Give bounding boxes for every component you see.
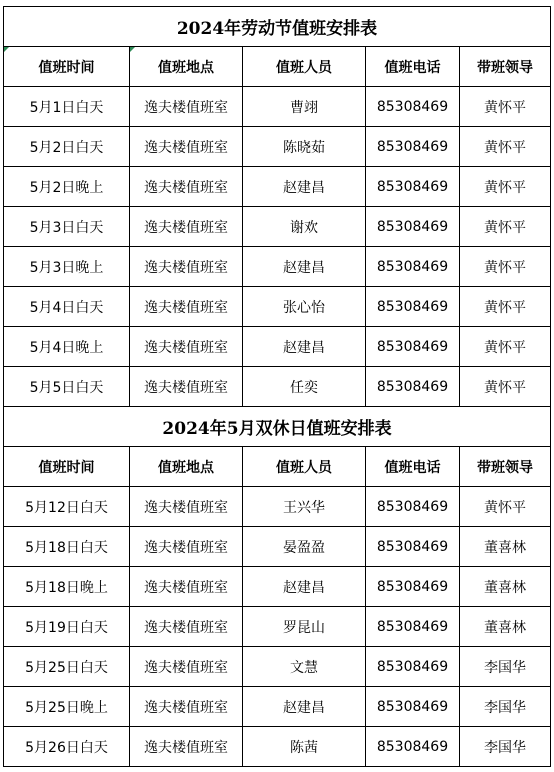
cell-phone[interactable]: 85308469 [366, 727, 460, 767]
cell-leader[interactable]: 黄怀平 [460, 127, 551, 167]
cell-staff[interactable]: 赵建昌 [243, 247, 366, 287]
table-row [4, 87, 551, 127]
cell-staff[interactable]: 晏盈盈 [243, 527, 366, 567]
cell-phone[interactable]: 85308469 [366, 167, 460, 207]
cell-staff[interactable]: 陈茜 [243, 727, 366, 767]
cell-location[interactable]: 逸夫楼值班室 [130, 727, 243, 767]
cell-location[interactable]: 逸夫楼值班室 [130, 567, 243, 607]
cell-leader[interactable]: 黄怀平 [460, 367, 551, 407]
cell-location[interactable]: 逸夫楼值班室 [130, 367, 243, 407]
header-row [4, 447, 551, 487]
cell-phone[interactable]: 85308469 [366, 287, 460, 327]
cell-time[interactable]: 5月3日白天 [4, 207, 130, 247]
table-row [4, 127, 551, 167]
header-cell-leader[interactable]: 带班领导 [460, 447, 551, 487]
cell-leader[interactable]: 黄怀平 [460, 287, 551, 327]
cell-location[interactable]: 逸夫楼值班室 [130, 607, 243, 647]
cell-staff[interactable]: 任奕 [243, 367, 366, 407]
cell-leader[interactable]: 董喜林 [460, 607, 551, 647]
cell-staff[interactable]: 赵建昌 [243, 687, 366, 727]
cell-time[interactable]: 5月26日白天 [4, 727, 130, 767]
table-title-row [4, 7, 551, 47]
sheet-body [4, 7, 551, 767]
cell-time[interactable]: 5月18日白天 [4, 527, 130, 567]
cell-phone[interactable]: 85308469 [366, 207, 460, 247]
table-row [4, 247, 551, 287]
header-cell-staff[interactable]: 值班人员 [243, 47, 366, 87]
cell-time[interactable]: 5月2日白天 [4, 127, 130, 167]
cell-location[interactable]: 逸夫楼值班室 [130, 527, 243, 567]
cell-time[interactable]: 5月18日晚上 [4, 567, 130, 607]
cell-leader[interactable]: 李国华 [460, 647, 551, 687]
cell-time[interactable]: 5月25日晚上 [4, 687, 130, 727]
header-cell-location[interactable]: 值班地点 [130, 47, 243, 87]
table-row [4, 727, 551, 767]
cell-location[interactable]: 逸夫楼值班室 [130, 687, 243, 727]
cell-leader[interactable]: 黄怀平 [460, 167, 551, 207]
cell-staff[interactable]: 谢欢 [243, 207, 366, 247]
cell-leader[interactable]: 李国华 [460, 687, 551, 727]
cell-phone[interactable]: 85308469 [366, 367, 460, 407]
cell-location[interactable]: 逸夫楼值班室 [130, 87, 243, 127]
cell-staff[interactable]: 文慧 [243, 647, 366, 687]
cell-leader[interactable]: 黄怀平 [460, 207, 551, 247]
duty-schedule-sheet [3, 6, 551, 767]
cell-phone[interactable]: 85308469 [366, 327, 460, 367]
header-cell-location[interactable]: 值班地点 [130, 447, 243, 487]
table-row [4, 607, 551, 647]
table-title-row [4, 407, 551, 447]
cell-time[interactable]: 5月1日白天 [4, 87, 130, 127]
cell-location[interactable]: 逸夫楼值班室 [130, 127, 243, 167]
cell-staff[interactable]: 曹翊 [243, 87, 366, 127]
cell-location[interactable]: 逸夫楼值班室 [130, 167, 243, 207]
table-row [4, 207, 551, 247]
cell-location[interactable]: 逸夫楼值班室 [130, 327, 243, 367]
cell-staff[interactable]: 张心怡 [243, 287, 366, 327]
cell-time[interactable]: 5月5日白天 [4, 367, 130, 407]
cell-time[interactable]: 5月4日晚上 [4, 327, 130, 367]
table-row [4, 647, 551, 687]
cell-location[interactable]: 逸夫楼值班室 [130, 287, 243, 327]
cell-staff[interactable]: 赵建昌 [243, 327, 366, 367]
table-row [4, 327, 551, 367]
table-row [4, 487, 551, 527]
cell-time[interactable]: 5月2日晚上 [4, 167, 130, 207]
cell-location[interactable]: 逸夫楼值班室 [130, 247, 243, 287]
cell-staff[interactable]: 赵建昌 [243, 167, 366, 207]
cell-phone[interactable]: 85308469 [366, 87, 460, 127]
cell-staff[interactable]: 罗昆山 [243, 607, 366, 647]
cell-location[interactable]: 逸夫楼值班室 [130, 207, 243, 247]
cell-leader[interactable]: 黄怀平 [460, 87, 551, 127]
cell-phone[interactable]: 85308469 [366, 527, 460, 567]
table-row [4, 567, 551, 607]
table-row [4, 167, 551, 207]
cell-phone[interactable]: 85308469 [366, 607, 460, 647]
table-title[interactable]: 2024年劳动节值班安排表 [4, 7, 551, 47]
cell-leader[interactable]: 董喜林 [460, 527, 551, 567]
cell-phone[interactable]: 85308469 [366, 647, 460, 687]
table-row [4, 687, 551, 727]
cell-phone[interactable]: 85308469 [366, 687, 460, 727]
cell-leader[interactable]: 董喜林 [460, 567, 551, 607]
cell-location[interactable]: 逸夫楼值班室 [130, 647, 243, 687]
cell-time[interactable]: 5月12日白天 [4, 487, 130, 527]
cell-phone[interactable]: 85308469 [366, 487, 460, 527]
cell-time[interactable]: 5月25日白天 [4, 647, 130, 687]
header-cell-time[interactable]: 值班时间 [4, 447, 130, 487]
header-cell-leader[interactable]: 带班领导 [460, 47, 551, 87]
cell-staff[interactable]: 王兴华 [243, 487, 366, 527]
cell-leader[interactable]: 黄怀平 [460, 327, 551, 367]
header-cell-phone[interactable]: 值班电话 [366, 447, 460, 487]
cell-time[interactable]: 5月3日晚上 [4, 247, 130, 287]
cell-staff[interactable]: 赵建昌 [243, 567, 366, 607]
cell-leader[interactable]: 李国华 [460, 727, 551, 767]
header-cell-staff[interactable]: 值班人员 [243, 447, 366, 487]
cell-leader[interactable]: 黄怀平 [460, 487, 551, 527]
header-cell-phone[interactable]: 值班电话 [366, 47, 460, 87]
cell-staff[interactable]: 陈晓茹 [243, 127, 366, 167]
cell-time[interactable]: 5月4日白天 [4, 287, 130, 327]
cell-phone[interactable]: 85308469 [366, 247, 460, 287]
table-row [4, 287, 551, 327]
table-title[interactable]: 2024年5月双休日值班安排表 [4, 407, 551, 447]
table-row [4, 367, 551, 407]
header-row [4, 47, 551, 87]
table-row [4, 527, 551, 567]
cell-phone[interactable]: 85308469 [366, 567, 460, 607]
header-cell-time[interactable]: 值班时间 [4, 47, 130, 87]
cell-leader[interactable]: 黄怀平 [460, 247, 551, 287]
cell-location[interactable]: 逸夫楼值班室 [130, 487, 243, 527]
cell-time[interactable]: 5月19日白天 [4, 607, 130, 647]
cell-phone[interactable]: 85308469 [366, 127, 460, 167]
